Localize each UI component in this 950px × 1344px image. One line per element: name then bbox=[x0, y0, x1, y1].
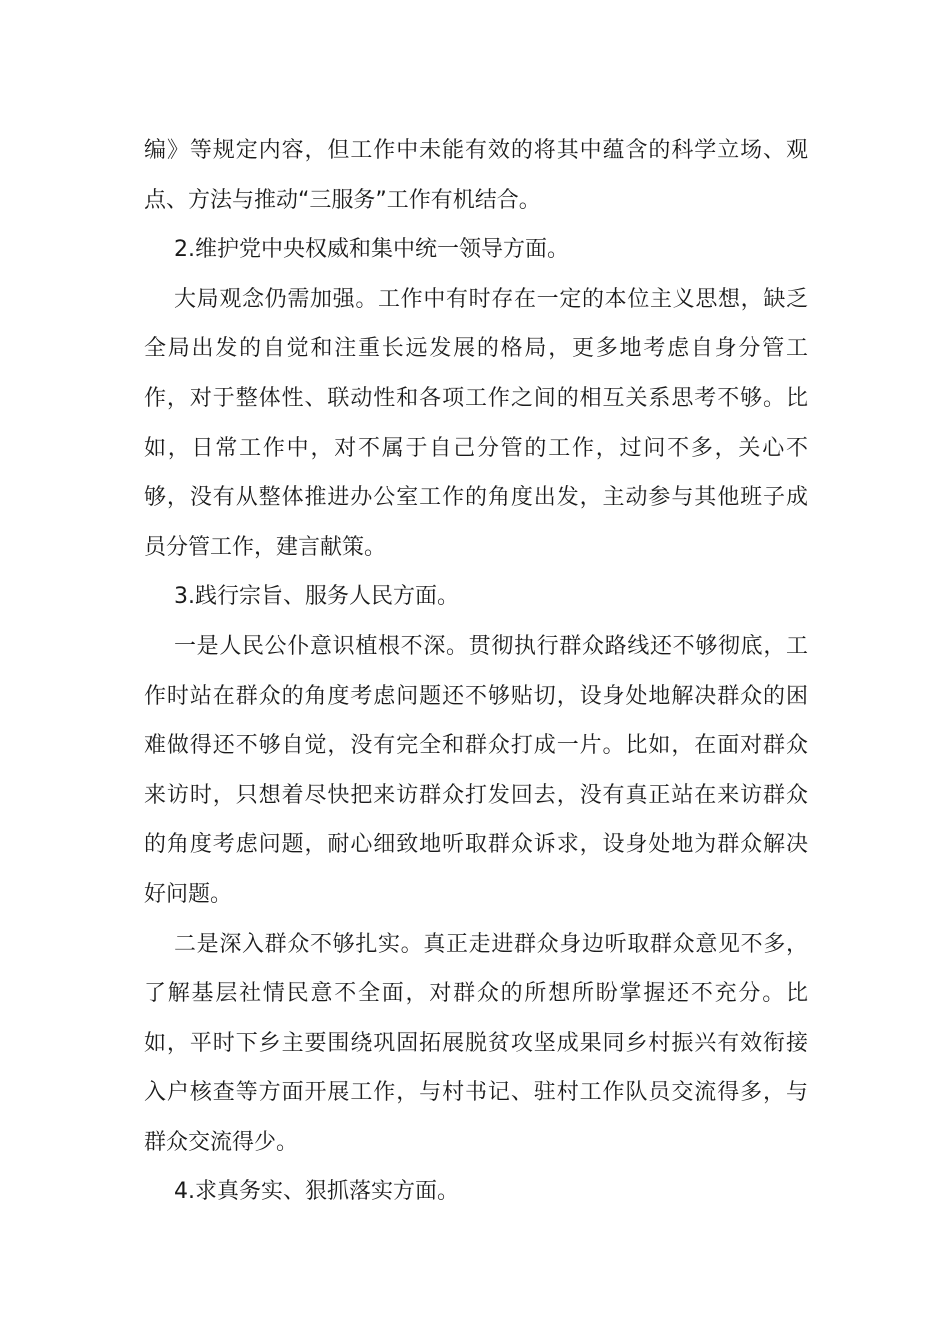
document-body bbox=[144, 126, 808, 1217]
text-line: 作，对于整体性、联动性和各项工作之间的相互关系思考不够。比 bbox=[144, 385, 808, 411]
text-line: 入户核查等方面开展工作，与村书记、驻村工作队员交流得多，与 bbox=[144, 1080, 808, 1106]
text-line: 大局观念仍需加强。工作中有时存在一定的本位主义思想，缺乏 bbox=[174, 286, 808, 312]
text-line: 作时站在群众的角度考虑问题还不够贴切，设身处地解决群众的困 bbox=[144, 683, 808, 709]
text-line: 好问题。 bbox=[144, 881, 233, 907]
text-line: 如，日常工作中，对不属于自己分管的工作，过问不多，关心不 bbox=[144, 435, 808, 461]
text-line: 3.践行宗旨、服务人民方面。 bbox=[174, 584, 459, 610]
text-line: 一是人民公仆意识植根不深。贯彻执行群众路线还不够彻底，工 bbox=[174, 633, 808, 659]
text-line: 全局出发的自觉和注重长远发展的格局，更多地考虑自身分管工 bbox=[144, 336, 808, 362]
text-line: 二是深入群众不够扎实。真正走进群众身边听取群众意见不多， bbox=[174, 931, 808, 957]
text-line: 来访时，只想着尽快把来访群众打发回去，没有真正站在来访群众 bbox=[144, 782, 808, 808]
text-line: 了解基层社情民意不全面，对群众的所想所盼掌握还不充分。比 bbox=[144, 981, 808, 1007]
text-line: 编》等规定内容，但工作中未能有效的将其中蕴含的科学立场、观 bbox=[144, 138, 808, 163]
text-line: 4.求真务实、狠抓落实方面。 bbox=[174, 1179, 459, 1205]
text-line: 难做得还不够自觉，没有完全和群众打成一片。比如，在面对群众 bbox=[144, 733, 808, 759]
text-line: 的角度考虑问题，耐心细致地听取群众诉求，设身处地为群众解决 bbox=[144, 832, 808, 858]
text-line: 员分管工作，建言献策。 bbox=[144, 534, 387, 560]
text-line: 2.维护党中央权威和集中统一领导方面。 bbox=[174, 237, 569, 263]
text-line: 够，没有从整体推进办公室工作的角度出发，主动参与其他班子成 bbox=[144, 485, 808, 511]
text-line: 群众交流得少。 bbox=[144, 1129, 299, 1155]
text-line: 点、方法与推动“三服务”工作有机结合。 bbox=[144, 187, 541, 213]
text-line: 如，平时下乡主要围绕巩固拓展脱贫攻坚成果同乡村振兴有效衔接 bbox=[144, 1030, 808, 1056]
